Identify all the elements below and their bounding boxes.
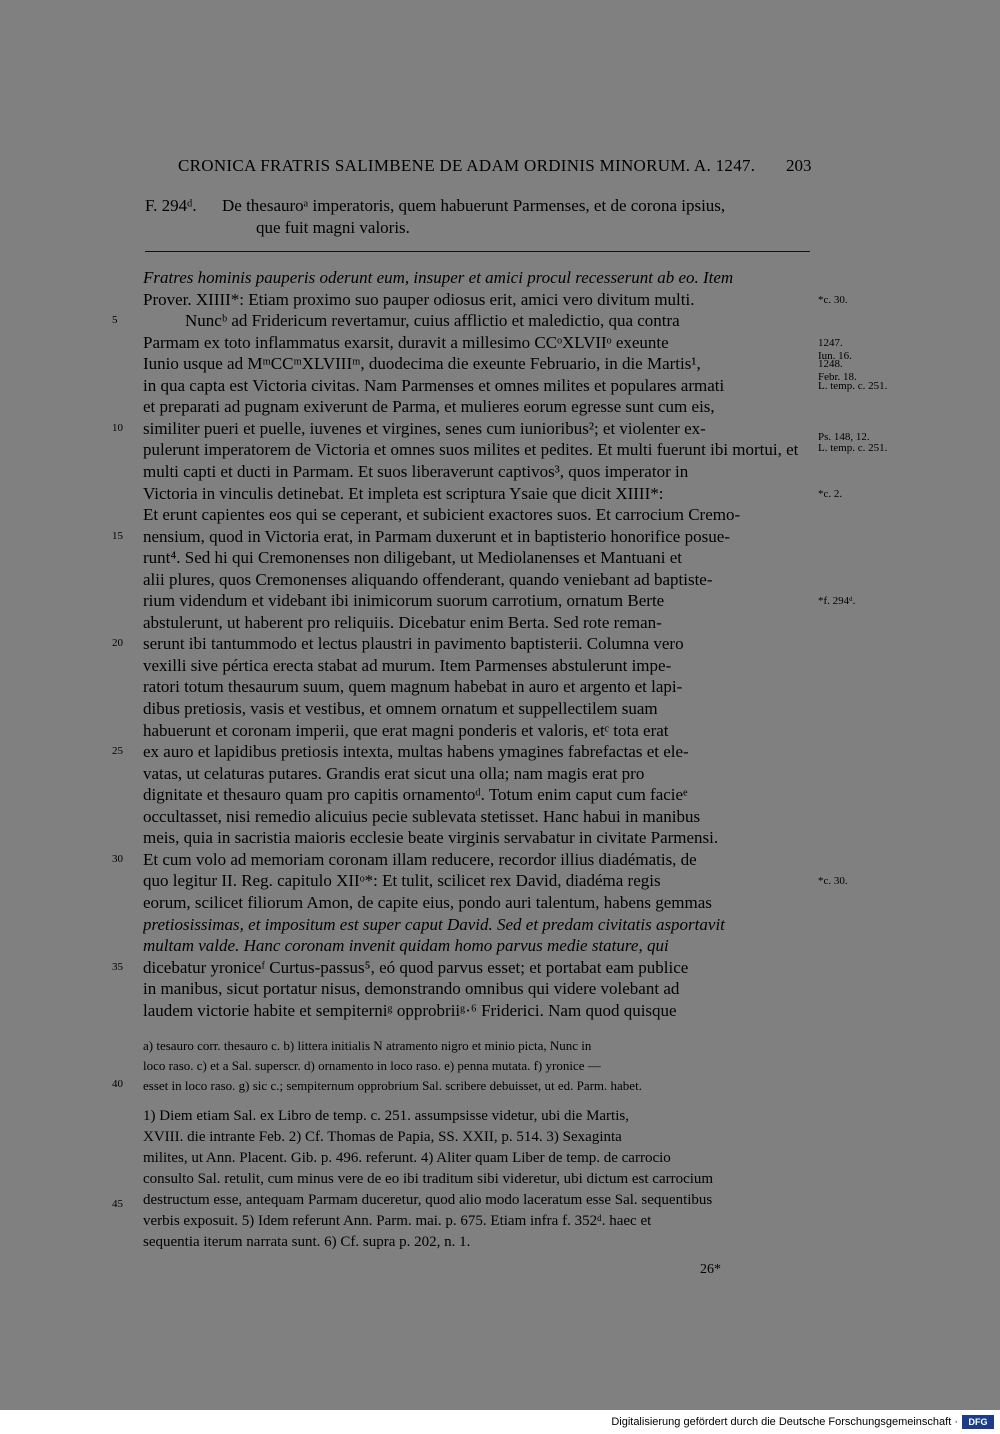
footnote-line: verbis exposuit. 5) Idem referunt Ann. Parm. mai. p. 675. Etiam infra f. 352ᵈ. haec et	[143, 1213, 652, 1229]
text-line: dicebatur yroniceᶠ Curtus-passus⁵, eó quod parvus esset; et portabat eam publice	[143, 957, 689, 977]
margin-note: *f. 294ᵈ.	[818, 595, 856, 608]
text-line: quo legitur II. Reg. capitulo XIIᵒ*: Et tulit, scilicet rex David, diadéma regis	[143, 871, 661, 891]
text-line: in manibus, sicut portatur nisus, demonstrando omnibus qui videre volebant ad	[143, 979, 680, 999]
line-number: 35	[112, 960, 123, 973]
text-line: similiter pueri et puelle, iuvenes et virgines, senes cum iunioribus²; et violenter ex-	[143, 418, 706, 438]
text-line: vexilli sive pértica erecta stabat ad murum. Item Parmenses abstulerunt impe-	[143, 655, 672, 675]
footnote-line: milites, ut Ann. Placent. Gib. p. 496. referunt. 4) Aliter quam Liber de temp. de carrocio	[143, 1150, 671, 1166]
margin-note: *c. 30.	[818, 293, 848, 306]
text-line: Victoria in vinculis detinebat. Et impleta est scriptura Ysaie que dicit XIIII*:	[143, 483, 664, 503]
footnote-line: consulto Sal. retulit, cum minus vere de eo ibi traditum sibi videretur, ubi dictum est carrocium	[143, 1171, 714, 1187]
page-number: 203	[786, 156, 812, 175]
text-line: multam valde. Hanc coronam invenit quidam homo parvus medie stature, qui	[143, 936, 669, 956]
text-line: Prover. XIIII*: Etiam proximo suo pauper odiosus erit, amici vero divitum multi.	[143, 289, 695, 309]
text-line: Et erunt capientes eos qui se ceperant, et subicient exactores suos. Et carrocium Cremo-	[143, 505, 741, 525]
footnote-line: XVIII. die intrante Feb. 2) Cf. Thomas de Papia, SS. XXII, p. 514. 3) Sexaginta	[143, 1129, 622, 1145]
text-line: vatas, ut celaturas putares. Grandis erat sicut una olla; nam magis erat pro	[143, 763, 645, 783]
running-title: CRONICA FRATRIS SALIMBENE DE ADAM ORDINIS MINORUM. A. 1247.	[178, 156, 756, 175]
funding-notice: Digitalisierung gefördert durch die Deutsche Forschungsgemeinschaft ·	[611, 1416, 958, 1428]
dfg-logo: DFG	[962, 1415, 994, 1429]
footnote-line: destructum esse, antequam Parmam duceretur, quod alio modo laceratum esse Sal. sequentibus	[143, 1192, 713, 1208]
text-line: ratori totum thesaurum suum, quem magnum habebat in auro et argento et lapi-	[143, 677, 683, 697]
line-number: 10	[112, 421, 123, 434]
text-line: ex auro et lapidibus pretiosis intexta, multas habens ymagines fabrefactas et ele-	[143, 742, 689, 762]
margin-note: 1247.	[818, 336, 843, 349]
apparatus-line: loco raso. c) et a Sal. superscr. d) ornamento in loco raso. e) penna mutata. f) yronice —	[143, 1058, 601, 1073]
text-line: abstulerunt, ut haberent pro reliquiis. Dicebatur enim Berta. Sed rote reman-	[143, 612, 662, 632]
line-number: 30	[112, 852, 123, 865]
apparatus-line: a) tesauro corr. thesauro c. b) littera initialis N atramento nigro et minio picta, Nunc in	[143, 1038, 592, 1053]
chapter-title-line: que fuit magni valoris.	[256, 218, 410, 237]
text-line: multi capti et ducti in Parmam. Et suos liberaverunt captivos³, quos imperator in	[143, 461, 689, 481]
text-line: pulerunt imperatorem de Victoria et omnes suos milites et pedites. Et multi fuerunt ibi mortui, et	[143, 440, 799, 460]
apparatus-line: esset in loco raso. g) sic c.; sempiternum opprobrium Sal. scribere debuisset, ut ed. Parm. habet.	[143, 1078, 642, 1093]
text-line: pretiosissimas, et impositum est super caput David. Sed et predam civitatis asportavit	[143, 914, 725, 934]
text-line: Nuncᵇ ad Fridericum revertamur, cuius afflictio et maledictio, qua contra	[185, 311, 680, 331]
text-line: Iunio usque ad MᵐCCᵐXLVIIIᵐ, duodecima die exeunte Februario, in die Martis¹,	[143, 354, 701, 374]
text-line: alii plures, quos Cremonenses aliquando offenderant, quando veniebant ad baptiste-	[143, 569, 713, 589]
text-line: Parmam ex toto inflammatus exarsit, duravit a millesimo CCᵒXLVIIᵒ exeunte	[143, 332, 669, 352]
footnote-line: sequentia iterum narrata sunt. 6) Cf. supra p. 202, n. 1.	[143, 1234, 471, 1250]
line-number: 45	[112, 1198, 123, 1210]
footer-bar	[0, 1410, 1000, 1434]
text-line: et preparati ad pugnam exiverunt de Parma, et mulieres eorum egresse sunt cum eis,	[143, 397, 715, 417]
text-line: meis, quia in sacristia maioris ecclesie beate virginis servabatur in civitate Parmensi.	[143, 828, 719, 848]
text-line: dibus pretiosis, vasis et vestibus, et omnem ornatum et suppellectilem suam	[143, 699, 658, 718]
text-line: Et cum volo ad memoriam coronam illam reducere, recordor illius diadématis, de	[143, 849, 697, 869]
signature-mark: 26*	[700, 1262, 721, 1277]
text-line: in qua capta est Victoria civitas. Nam Parmenses et omnes milites et populares armati	[143, 375, 725, 395]
margin-note: Ps. 148, 12.	[818, 431, 870, 444]
line-number: 40	[112, 1078, 123, 1090]
text-line: occultasset, nisi remedio alicuius pecie sublevata stetisset. Hanc habui in manibus	[143, 806, 701, 826]
chapter-title-line: De thesauroᵃ imperatoris, quem habuerunt Parmenses, et de corona ipsius,	[222, 196, 726, 215]
margin-note: Iun. 16.	[818, 349, 852, 362]
text-line: rium videndum et videbant ibi inimicorum suorum carrotium, ornatum Berte	[143, 591, 665, 611]
text-line: nensium, quod in Victoria erat, in Parmam duxerunt et in baptisterio honorifice posue-	[143, 526, 730, 546]
margin-note: *c. 30.	[818, 875, 848, 888]
margin-note: Febr. 18.	[818, 371, 857, 384]
margin-note: 1248.	[818, 358, 843, 371]
line-number: 15	[112, 529, 123, 542]
margin-note: L. temp. c. 251.	[818, 379, 888, 392]
text-line: eorum, scilicet filiorum Amon, de capite eius, pondo auri talentum, habens gemmas	[143, 892, 712, 912]
title-rule	[145, 251, 810, 252]
margin-note: *c. 2.	[818, 487, 843, 500]
text-line: habuerunt et coronam imperii, que erat magni ponderis et valoris, etᶜ tota erat	[143, 720, 669, 740]
line-number: 20	[112, 637, 123, 650]
margin-note: L. temp. c. 251.	[818, 442, 888, 455]
text-line: laudem victorie habite et sempiterniᵍ opprobriiᵍ·⁶ Friderici. Nam quod quisque	[143, 1000, 677, 1020]
text-line: Fratres hominis pauperis oderunt eum, insuper et amici procul recesserunt ab eo. Item	[143, 268, 734, 287]
text-line: runt⁴. Sed hi qui Cremonenses non diligebant, ut Mediolanenses et Mantuani et	[143, 548, 682, 568]
line-number: 5	[112, 314, 118, 327]
text-line: serunt ibi tantummodo et lectus plaustri in pavimento baptisterii. Columna vero	[143, 634, 684, 654]
folio-reference: F. 294ᵈ.	[145, 196, 197, 215]
line-number: 25	[112, 745, 123, 758]
footnote-line: 1) Diem etiam Sal. ex Libro de temp. c. 251. assumpsisse videtur, ubi die Martis,	[143, 1108, 629, 1124]
text-line: dignitate et thesauro quam pro capitis ornamentoᵈ. Totum enim caput cum facieᵉ	[143, 785, 688, 805]
